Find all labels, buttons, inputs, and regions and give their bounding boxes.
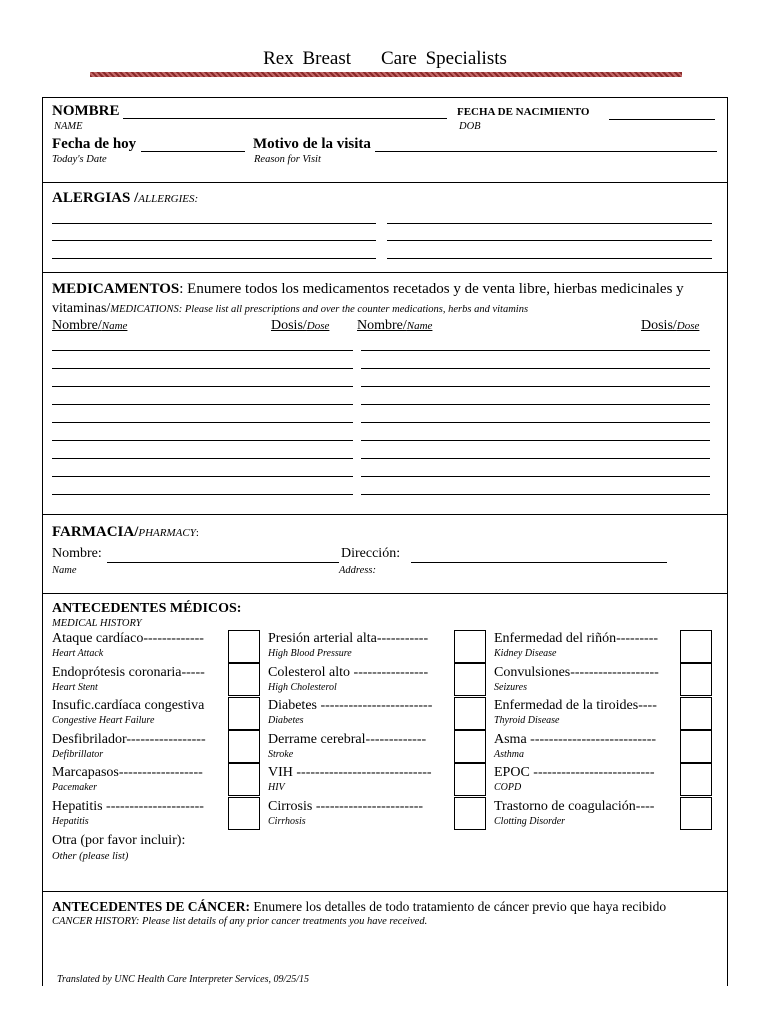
cancer-history-heading: ANTECEDENTES DE CÁNCER: Enumere los detalles de todo tratamiento de cáncer previo que haya recibido	[52, 899, 667, 914]
allergy-line[interactable]	[387, 240, 712, 241]
condition-label-es: VIH -----------------------------	[268, 765, 432, 780]
name-label-en: NAME	[54, 121, 83, 132]
medication-line[interactable]	[361, 350, 710, 351]
reason-label-en: Reason for Visit	[254, 154, 321, 165]
medical-history-section	[42, 593, 728, 892]
condition-checkbox[interactable]	[454, 730, 486, 763]
condition-label	[52, 765, 203, 793]
condition-label-en: Defibrillator	[52, 748, 104, 760]
condition-label-es: Marcapasos------------------	[52, 765, 203, 780]
condition-label-en: Diabetes	[268, 715, 304, 726]
reason-label: Motivo de la visita	[253, 136, 371, 152]
condition-label-es: Ataque cardíaco-------------	[52, 631, 204, 646]
condition-checkbox[interactable]	[680, 763, 712, 796]
dob-label-en: DOB	[459, 121, 481, 132]
allergies-heading: ALERGIAS /ALLERGIES:	[52, 190, 199, 206]
condition-label-es: Hepatitis ---------------------	[52, 798, 204, 814]
condition-label-es: Cirrosis -----------------------	[268, 798, 424, 814]
condition-label-en: Cirrhosis	[268, 815, 306, 827]
medication-line[interactable]	[361, 476, 710, 477]
condition-label-en: Congestive Heart Failure	[52, 715, 155, 726]
condition-checkbox[interactable]	[228, 797, 260, 830]
medication-line[interactable]	[361, 422, 710, 423]
condition-label	[268, 765, 432, 793]
condition-label-es: Trastorno de coagulación----	[494, 798, 655, 814]
condition-label-en: Kidney Disease	[494, 648, 557, 659]
condition-label-es: Convulsiones-------------------	[494, 664, 659, 680]
allergy-line[interactable]	[387, 223, 712, 224]
medication-line[interactable]	[52, 476, 353, 477]
footer-credit: Translated by UNC Health Care Interpreter Services, 09/25/15	[57, 974, 310, 985]
condition-checkbox[interactable]	[228, 763, 260, 796]
medication-line[interactable]	[52, 404, 353, 405]
cancer-history-section	[42, 891, 728, 986]
condition-label-es: Diabetes ------------------------	[268, 698, 433, 713]
medication-line[interactable]	[52, 368, 353, 369]
cancer-history-heading-en: CANCER HISTORY: Please list details of any prior cancer treatments you have received.	[52, 916, 428, 927]
condition-checkbox[interactable]	[454, 663, 486, 696]
condition-label	[494, 698, 657, 726]
name-label: NOMBRE	[52, 103, 120, 119]
medication-line[interactable]	[52, 440, 353, 441]
name-field[interactable]	[123, 118, 447, 119]
condition-checkbox[interactable]	[454, 763, 486, 796]
dob-field[interactable]	[609, 119, 715, 120]
condition-label	[52, 631, 204, 659]
condition-checkbox[interactable]	[680, 630, 712, 663]
med-col-dose-right: Dosis/Dose	[641, 318, 700, 333]
condition-label	[494, 765, 655, 793]
medication-line[interactable]	[361, 440, 710, 441]
dob-label: FECHA DE NACIMIENTO	[457, 106, 590, 118]
condition-label-es: Desfibrilador-----------------	[52, 731, 206, 747]
other-label-en: Other (please list)	[52, 851, 129, 862]
medical-history-heading-en: MEDICAL HISTORY	[52, 618, 142, 629]
condition-checkbox[interactable]	[228, 663, 260, 696]
medications-heading: MEDICAMENTOS: Enumere todos los medicamentos recetados y de venta libre, hierbas medicinales y	[52, 281, 684, 297]
condition-label	[494, 732, 656, 760]
patient-info-section	[42, 97, 728, 183]
condition-label-es: Enfermedad del riñón---------	[494, 631, 659, 646]
pharmacy-section	[42, 514, 728, 594]
pharmacy-heading: FARMACIA/PHARMACY:	[52, 524, 199, 540]
medical-history-heading: ANTECEDENTES MÉDICOS:	[52, 601, 242, 616]
date-field[interactable]	[141, 151, 245, 152]
condition-label-en: Asthma	[494, 748, 524, 760]
title-part-a: Rex Breast	[263, 48, 351, 69]
condition-label-en: High Blood Pressure	[268, 648, 352, 659]
condition-checkbox[interactable]	[680, 663, 712, 696]
condition-label-en: High Cholesterol	[268, 681, 337, 693]
med-col-name-left: Nombre/Name	[52, 318, 128, 333]
condition-checkbox[interactable]	[454, 797, 486, 830]
allergy-line[interactable]	[52, 223, 376, 224]
condition-checkbox[interactable]	[228, 730, 260, 763]
pharmacy-name-label-en: Name	[52, 565, 77, 576]
condition-label-en: Heart Attack	[52, 648, 104, 659]
condition-label	[52, 665, 205, 693]
pharmacy-address-label-en: Address:	[339, 565, 376, 576]
allergies-section	[42, 182, 728, 273]
condition-label-en: HIV	[268, 782, 285, 793]
other-label: Otra (por favor incluir):	[52, 833, 186, 848]
pharmacy-name-field[interactable]	[107, 562, 339, 563]
condition-label-en: Heart Stent	[52, 681, 98, 693]
condition-label-en: Hepatitis	[52, 815, 89, 827]
condition-label	[268, 799, 423, 827]
condition-label-es: EPOC --------------------------	[494, 765, 655, 780]
page-title	[0, 48, 770, 70]
condition-label-es: Enfermedad de la tiroides----	[494, 698, 657, 713]
condition-label-en: Thyroid Disease	[494, 715, 560, 726]
condition-checkbox[interactable]	[454, 697, 486, 730]
condition-label-es: Colesterol alto ----------------	[268, 664, 429, 680]
condition-label	[268, 698, 432, 726]
condition-label-es: Insufic.cardíaca congestiva	[52, 698, 205, 713]
medication-line[interactable]	[52, 386, 353, 387]
condition-label-es: Asma ---------------------------	[494, 731, 657, 747]
medication-line[interactable]	[52, 494, 353, 495]
condition-label	[494, 799, 654, 827]
medication-line[interactable]	[361, 386, 710, 387]
medication-line[interactable]	[361, 494, 710, 495]
date-label: Fecha de hoy	[52, 136, 137, 152]
condition-label	[268, 665, 428, 693]
condition-label-en: Clotting Disorder	[494, 815, 566, 827]
condition-label	[494, 665, 659, 693]
condition-checkbox[interactable]	[228, 630, 260, 663]
condition-checkbox[interactable]	[680, 797, 712, 830]
condition-label-es: Endoprótesis coronaria-----	[52, 664, 205, 680]
condition-label	[268, 631, 428, 659]
condition-label-en: Stroke	[268, 748, 294, 760]
medication-line[interactable]	[52, 350, 353, 351]
allergy-line[interactable]	[387, 258, 712, 259]
allergy-line[interactable]	[52, 258, 376, 259]
date-label-en: Today's Date	[52, 154, 107, 165]
condition-checkbox[interactable]	[454, 630, 486, 663]
condition-label	[52, 799, 204, 827]
condition-label-es: Derrame cerebral-------------	[268, 731, 427, 747]
condition-label-en: COPD	[494, 782, 522, 793]
medications-section	[42, 272, 728, 515]
med-col-dose-left: Dosis/Dose	[271, 318, 330, 333]
pharmacy-address-label: Dirección:	[341, 546, 401, 561]
condition-label	[52, 732, 206, 760]
medication-line[interactable]	[52, 458, 353, 459]
reason-field[interactable]	[375, 151, 717, 152]
condition-label-en: Seizures	[494, 681, 527, 693]
pharmacy-name-label: Nombre:	[52, 546, 102, 561]
med-col-name-right: Nombre/Name	[357, 318, 433, 333]
condition-label	[268, 732, 426, 760]
allergy-line[interactable]	[52, 240, 376, 241]
medications-instructions: vitaminas/MEDICATIONS: Please list all prescriptions and over the counter medications, herbs and vitamins	[52, 301, 529, 316]
condition-label-en: Pacemaker	[52, 782, 97, 793]
condition-checkbox[interactable]	[680, 730, 712, 763]
medication-line[interactable]	[361, 404, 710, 405]
medication-line[interactable]	[361, 368, 710, 369]
medication-line[interactable]	[361, 458, 710, 459]
title-part-b: Care Specialists	[381, 48, 507, 69]
condition-label-es: Presión arterial alta-----------	[268, 631, 429, 646]
condition-checkbox[interactable]	[228, 697, 260, 730]
title-rule	[90, 72, 682, 77]
condition-label	[52, 698, 204, 726]
condition-checkbox[interactable]	[680, 697, 712, 730]
pharmacy-address-field[interactable]	[411, 562, 667, 563]
medication-line[interactable]	[52, 422, 353, 423]
condition-label	[494, 631, 658, 659]
